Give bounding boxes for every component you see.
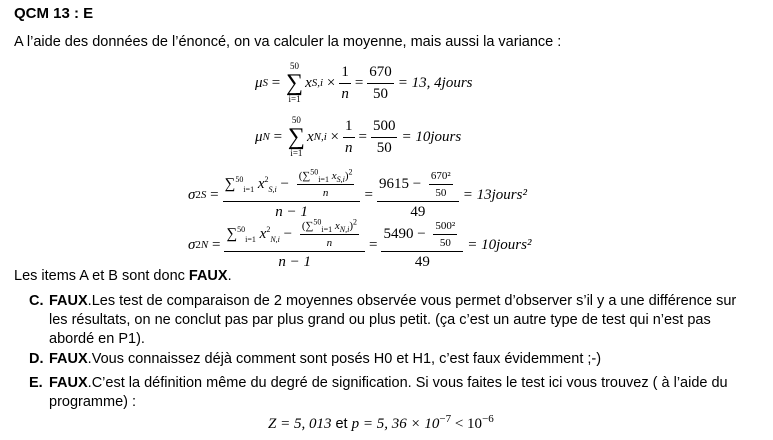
item-d [29,350,602,369]
fraction-one-over-n [343,118,355,156]
sum-symbol: ∑ [224,176,236,193]
frac-num: 1 [339,64,351,84]
item-verdict: FAUX [49,351,88,367]
result: = 13, 4jours [397,74,473,91]
result: = 10jours [401,128,462,145]
z-result-line [268,413,494,433]
et-word: et [331,416,352,432]
frac-den: 49 [410,204,426,221]
formula-variance-s: σ 2 S = ∑$^{50}_{i=1}$ $x^2_{S,i}$ − $\frac{(\sum^{50}_{i=1} x_{S,i})^2}{n}$ n − 1 = 9615 − $\frac{\text{670²}}{50}$ 49 = 13jours² [188,167,527,221]
item-e [29,374,728,410]
sum-operator: 50 ∑ i=1 [287,115,305,158]
x-inner-subscript: S,i [336,175,345,185]
sum-operator: 50 ∑ i=1 [286,61,304,104]
x-inner: x [334,220,340,232]
conclusion-suffix: . [227,268,232,284]
intro-text: A l’aide des données de l’énoncé, on va calculer la moyenne, mais aussi la variance : [14,34,562,50]
value-main: 9615 − [378,176,425,193]
item-verdict: FAUX [49,375,88,391]
frac-den: 50 [376,139,392,156]
item-line: .Vous connaissez déjà comment sont posés H0 et H1, c’est faux évidemment ;-) [87,351,602,367]
frac-num: 1 [343,118,355,138]
variance-fraction: ∑$^{50}_{i=1}$ $x^2_{N,i}$ − $\frac{(\sum^{50}_{i=1} x_{N,i})^2}{n}$ n − 1 [224,220,365,271]
sigma-symbol: σ [188,236,196,253]
formula-mean-s: μ S = 50 ∑ i=1 x S,i × $\frac{1}{n}$ = $\frac{670}{50}$ = 13, 4jours [255,61,473,104]
fraction-value [371,118,398,156]
sum-lower: i=1 [288,94,301,104]
frac-den: 50 [373,85,389,102]
value-fraction [377,170,459,221]
fraction-one-over-n [339,64,351,102]
formula-mean-n: μ N = 50 ∑ i=1 x N,i × $\frac{1}{n}$ = $\frac{500}{50}$ = 10jours [255,115,462,158]
item-c [29,292,737,347]
sum-upper: 50 [291,115,301,125]
frac-num: 670 [367,64,394,84]
x-term: x [305,74,312,91]
conclusion-prefix: Les items A et B sont donc [14,268,189,284]
item-line: .C’est la définition même du degré de signification. Si vous faites le test ici vous trouvez ( à l’aide du [87,375,728,391]
frac-den: n − 1 [275,204,308,221]
mu-symbol: μ [255,74,263,91]
threshold-exponent: −6 [482,413,494,425]
z-value: Z = 5, 013 [268,416,332,432]
conclusion-line [14,268,232,284]
item-letter: D. [29,351,44,367]
frac-num: 500 [371,118,398,138]
sum-symbol: ∑ [226,226,238,243]
inner-den: 50 [439,237,451,250]
frac-den: n − 1 [278,254,312,271]
value-fraction [381,220,463,271]
item-line: programme) : [49,394,137,410]
fraction-value [367,64,394,102]
mu-symbol: μ [255,128,263,145]
x-subscript: S,i [268,185,277,195]
x-term: x [257,176,265,193]
frac-den: n [341,85,349,102]
variance-fraction: ∑$^{50}_{i=1}$ $x^2_{S,i}$ − $\frac{(\sum^{50}_{i=1} x_{S,i})^2}{n}$ n − 1 [223,170,361,221]
item-letter: C. [29,293,44,309]
p-value: p = 5, 36 × 10 [351,416,440,432]
p-exponent: −7 [439,413,452,425]
inner-den: 50 [435,187,447,200]
item-line: les résultats, on ne conclut pas par plus grand ou plus petit. (ça c’est un autre type de test qui n’est pas [49,312,711,328]
frac-den: n [345,139,353,156]
item-verdict: FAUX [49,293,88,309]
x-inner: x [331,170,337,182]
result: = 13jours² [462,186,527,203]
x-inner-subscript: N,i [339,225,350,235]
x-subscript: N,i [270,235,280,245]
item-line: .Les test de comparaison de 2 moyennes observée vous permet d’observer s’il y a une différence sur [87,293,737,309]
threshold: < 10 [451,416,483,432]
formula-variance-n: σ 2 N = ∑$^{50}_{i=1}$ $x^2_{N,i}$ − $\frac{(\sum^{50}_{i=1} x_{N,i})^2}{n}$ n − 1 = 5490 − $\frac{\text{500²}}{50}$ 49 = 10jours² [188,217,532,271]
frac-den: 49 [414,254,430,271]
inner-num: 670² [429,170,453,185]
item-line: abordé en P1). [49,331,145,347]
question-title: QCM 13 : E [14,5,94,22]
value-main: 5490 − [383,226,430,243]
inner-num: 500² [433,220,457,235]
sum-lower: i=1 [290,148,303,158]
x-term: x [306,128,314,145]
x-term: x [259,226,267,243]
sum-upper: 50 [290,61,300,71]
item-letter: E. [29,375,43,391]
result: = 10jours² [467,236,532,253]
sigma-symbol: σ [188,186,196,203]
conclusion-bold: FAUX [188,268,228,284]
